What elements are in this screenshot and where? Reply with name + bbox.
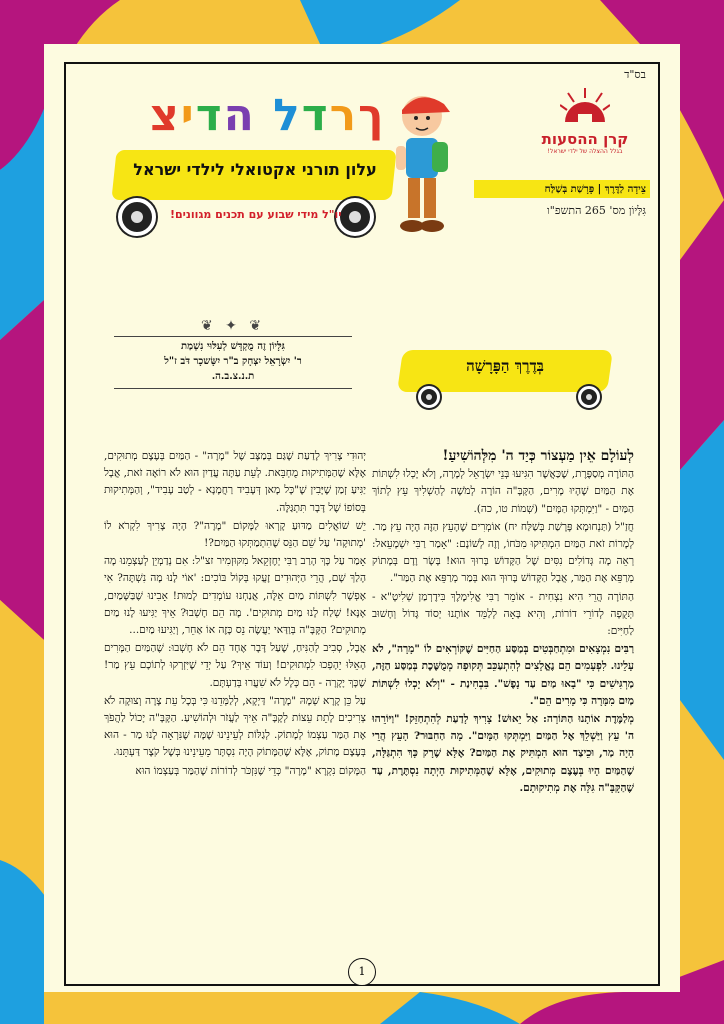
title-letter: ד — [195, 90, 224, 141]
newsletter-tagline: יו"ל מידי שבוע עם תכנים מגוונים! — [170, 208, 342, 221]
title-letter: י — [180, 90, 196, 141]
paragraph: הַתּוֹרָה מְסַפֶּרֶת, שֶׁכַּאֲשֶׁר הִגִּיעוּ בְּנֵי יִשְׂרָאֵל לְמָרָה, וְלֹא יָכְלוּ לִשְׁתּוֹת אֶת הַמַּיִם שֶׁהָיוּ מָרִים, הַקָּבָּ"ה הוֹרָה לְמֹשֶׁה לְהַשְׁלִיךְ עֵץ לְתוֹךְ הַמַּיִם - "וַיִּמְתְּקוּ הַמָּיִם" (שְׁמוֹת טו, כה). — [372, 468, 634, 515]
article-column-left — [104, 448, 366, 781]
org-slogan: בגלל ההצלה של ילדי ישראל! — [547, 148, 623, 155]
issue-number: גִּלָּיוֹן מס' 265 התשפ"ו — [546, 204, 646, 217]
bsd-mark: בס"ד — [624, 68, 646, 81]
title-letter: צ — [150, 90, 181, 141]
org-logo — [540, 88, 630, 168]
title-space — [256, 90, 273, 141]
title-letter: ר — [329, 90, 359, 141]
bus-wheel-right — [578, 386, 600, 408]
title-letter: ד — [301, 90, 330, 141]
kid-illustration — [380, 86, 460, 246]
page-number: 1 — [348, 958, 376, 986]
bus-wheel-right — [336, 198, 374, 236]
section-title: בְּדֶרֶךְ הַפָּרָשָׁה — [466, 357, 544, 375]
article-headline: לְעוֹלָם אֵין מַעְצוֹר כְּיַד ה' מִלְּהוֹשִׁיעַ! — [442, 448, 634, 464]
paragraph: יְהוּדִי צָרִיךְ לָדַעַת שֶׁגַּם בְּמַצָּב שֶׁל "מָרָה" - הַמַּיִם בְּעֶצֶם מְתוּקִים, אֶלָּא שֶׁהַמְּתִיקוּת מֻחְבֵּאת. לְעֵת עַתָּה עֲדַיִן הוּא לֹא רוֹאֶה זֹאת, אֲבָל יַגִּיעַ זְמַן שֶׁיָּבִין שֶׁ"כָּל מָאן דְּעָבִיד רַחֲמָנָא - לְטַב עָבִיד", וְהַמְּתִיקוּת בְּסוֹפוֹ שֶׁל דָּבָר תִּתְגַּלֶּה. — [104, 450, 366, 514]
newsletter-subtitle: עלון תורני אקטואלי לילדי ישראל — [133, 160, 377, 179]
dedication-box — [114, 318, 352, 391]
paragraph: אֲבָל, סְבִיב לְהַנִּיחַ, שֶׁעַל דָּבָר אֶחָד הֵם לֹא חָשְׁבוּ: שֶׁהַמַּיִם הַמָּרִים הָאֵלּוּ יֵהָפְכוּ לִמְתוּקִים! וְעוֹד אֵיךְ? עַל יְדֵי שֶׁיִּזְרְקוּ לְתוֹכָם עֵץ מַר! שֶׁכָּךְ יָקָרָה - הֵם כְּלָל לֹא שִׁעֲרוּ בְּדַעְתָּם. — [104, 642, 366, 689]
paragraph: אָמַר עַל כָּךְ הָרַב רַבִּי יְחֶזְקֵאל מִקּוּזְמִיר זצ"ל: אִם נְדַמְיֵן לְעַצְמֵנוּ מָה הָלַךְ שָׁם, הֲרֵי הַיְּהוּדִים זָעֲקוּ בְּקוֹל בּוֹכִים: 'אוֹי לָנוּ מָה נִשְׁתֶּה? אִי אֶפְשָׁר לִשְׁתּוֹת מַיִם אֵלֶּה, אֲנַחְנוּ עוֹמְדִים לָמוּת! אָבִינוּ שֶׁבַּשָּׁמַיִם, אָנָּא! שְׁלַח לָנוּ מַיִם מְתוּקִים'. מָה הֵם חָשְׁבוּ? אֵיךְ יַגִּיעוּ לָנוּ מַיִם מְתוּקִים? הַקָּבָּ"ה בְּוַדַּאי יַעֲשֶׂה נֵס כָּזֶה אוֹ אַחֵר, וְיַגִּיעוּ מַיִם... — [104, 555, 366, 637]
issue-strip-label: צֵידָה לַדֶּרֶךְ | פָּרָשַׁת בְּשַׁלַּח — [544, 184, 646, 195]
paragraph: רַבִּים נִמְצָאִים וּמִתְחַבְּטִים בְּמַסַּע הַחַיִּים שֶׁקּוֹרְאִים לוֹ "מָרָה", לֹא עָלֵינוּ. לִפְעָמִים הֵם נֶאֱלָצִים לְהִתְעַכֵּב תְּקוּפָה מְמֻשֶּׁכֶת בְּמַסַּע הַזֶּה, מַרְגִּישִׁים כִּי "בָאוּ מַיִם עַד נָפֶשׁ". בִּבְחִינַת - "וְלֹא יָכְלוּ לִשְׁתּוֹת מַיִם מִמָּרָה כִּי מָרִים הֵם". — [372, 643, 634, 707]
bus-wheel-left — [118, 198, 156, 236]
divider-line — [114, 336, 352, 337]
paragraph: חֲזַ"ל (תַּנְחוּמָא פָּרָשַׁת בְּשַׁלַּח יח) אוֹמְרִים שֶׁהָעֵץ הַזֶּה הָיָה עֵץ מַר. לְמָרוֹת זֹאת הַמַּיִם הִמְתִּיקוּ מִכֹּחוֹ, וְזֶה לְשׁוֹנָם: "אָמַר רַבִּי יִשְׁמָעֵאל: רְאֵה מָה גְּדוֹלִים נִסִּים שֶׁל הַקָּדוֹשׁ בָּרוּךְ הוּא! בָּשָׂר וָדָם בְּמָתוֹק מְרַפֵּא אֶת הַמַּר, אֲבָל הַקָּדוֹשׁ בָּרוּךְ הוּא בְּמַר מְרַפֵּא אֶת הַמַּר". — [372, 520, 634, 585]
ornament-divider: ❦ ✦ ❦ — [200, 318, 266, 334]
title-letter: ך — [358, 90, 386, 141]
dedication-line-2: ר' יִשְׂרָאֵל יִצְחָק ב"ר יִשָּׂשכָר דֹּב ז"ל — [164, 356, 302, 367]
article-column-right — [372, 448, 634, 798]
paragraph: הַמָּקוֹם נִקְרָא "מָרָה" כְּדֵי שֶׁנִּזְכֹּר לְדוֹרוֹת שֶׁהַמַּר בְּעַצְמוֹ הוּא — [135, 764, 366, 777]
newsletter-title — [150, 90, 386, 141]
title-letter: ה — [223, 90, 256, 141]
bus-wheel-left — [418, 386, 440, 408]
org-name: קרן ההסעות — [541, 130, 629, 148]
title-letter: ל — [273, 90, 302, 141]
paragraph: עַל כֵּן קָרָא שְׁמָהּ "מָרָה" דַּיְקָא, לְלַמְּדֵנוּ כִּי בְּכָל עֵת צָרָה וְצוּקָה לֹא צְרִיכִים לָתֵת עֵצוֹת לְקָבָּ"ה אֵיךְ לַעֲזֹר וּלְהוֹשִׁיעַ. הַקָּבָּ"ה יָכוֹל לַהֲפֹךְ אֶת הַמַּר עַצְמוֹ לְמָתוֹק. לְגַלּוֹת לְעֵינֵינוּ שֶׁמָּה שֶׁנִּרְאָה לָנוּ מַר - הוּא בְּעֶצֶם מָתוֹק, אֶלָּא שֶׁהַמָּתוֹק הָיָה נִסְתָּר מֵעֵינֵינוּ בְּשֶׁל קֹצֶר דַּעְתֵּנוּ. — [104, 694, 366, 759]
paragraph: הַתּוֹרָה הֲרֵי הִיא נִצְחִית - אוֹמֵר רַבִּי אֱלִימֶלֶךְ בִּידֶרְמַן שְׁלִיטָ"א - תְּקֻפָה לְדוֹרֵי דוֹרוֹת, וְהִיא בָּאָה לְלַמֵּד אוֹתָנוּ יְסוֹד גָּדוֹל וְחָשׁוּב לַחַיִּים: — [372, 590, 634, 638]
dedication-line-3: ת.נ.צ.ב.ה. — [211, 371, 255, 382]
dedication-line-1: גִּלָּיוֹן זֶה מֻקְדָּשׁ לְעִלּוּי נִשְׁמַת — [181, 341, 285, 352]
paragraph: יֵשׁ שׁוֹאֲלִים מַדּוּעַ קָרְאוּ לַמָּקוֹם "מָרָה"? הָיָה צָרִיךְ לִקְרֹא לוֹ 'מְתוּקָה' עַל שֵׁם הַנֵּס שֶׁהִתְמַתְּקוּ הַמַּיִם?! — [104, 519, 366, 550]
paragraph: מְלַמֶּדֶת אוֹתָנוּ הַתּוֹרָה: אַל יֵאוּשׁ! צָרִיךְ לָדַעַת לְהִתְחַזֵּק! "וַיּוֹרֵהוּ ה' עֵץ וַיַּשְׁלֵךְ אֶל הַמַּיִם וַיִּמְתְּקוּ הַמָּיִם". מָה הַחִבּוּר? הָעֵץ הֲרֵי הָיָה מַר, וּכֵיצַד הוּא הִמְתִּיק אֶת הַמַּיִם? אֶלָּא שֶׁרָק כָּךְ הִתְגַּלָּה, שֶׁהַמַּיִם הָיוּ בְּעֶצֶם מְתוּקִים, אֶלָּא שֶׁהַמְּתִיקוּת הָיְתָה נִסְתֶּרֶת, עַד שֶׁהַקָּבָּ"ה גִּלָּה אֶת מְתִיקוּתָם. — [372, 713, 634, 794]
sunrise-icon — [560, 88, 610, 124]
divider-line — [114, 388, 352, 389]
